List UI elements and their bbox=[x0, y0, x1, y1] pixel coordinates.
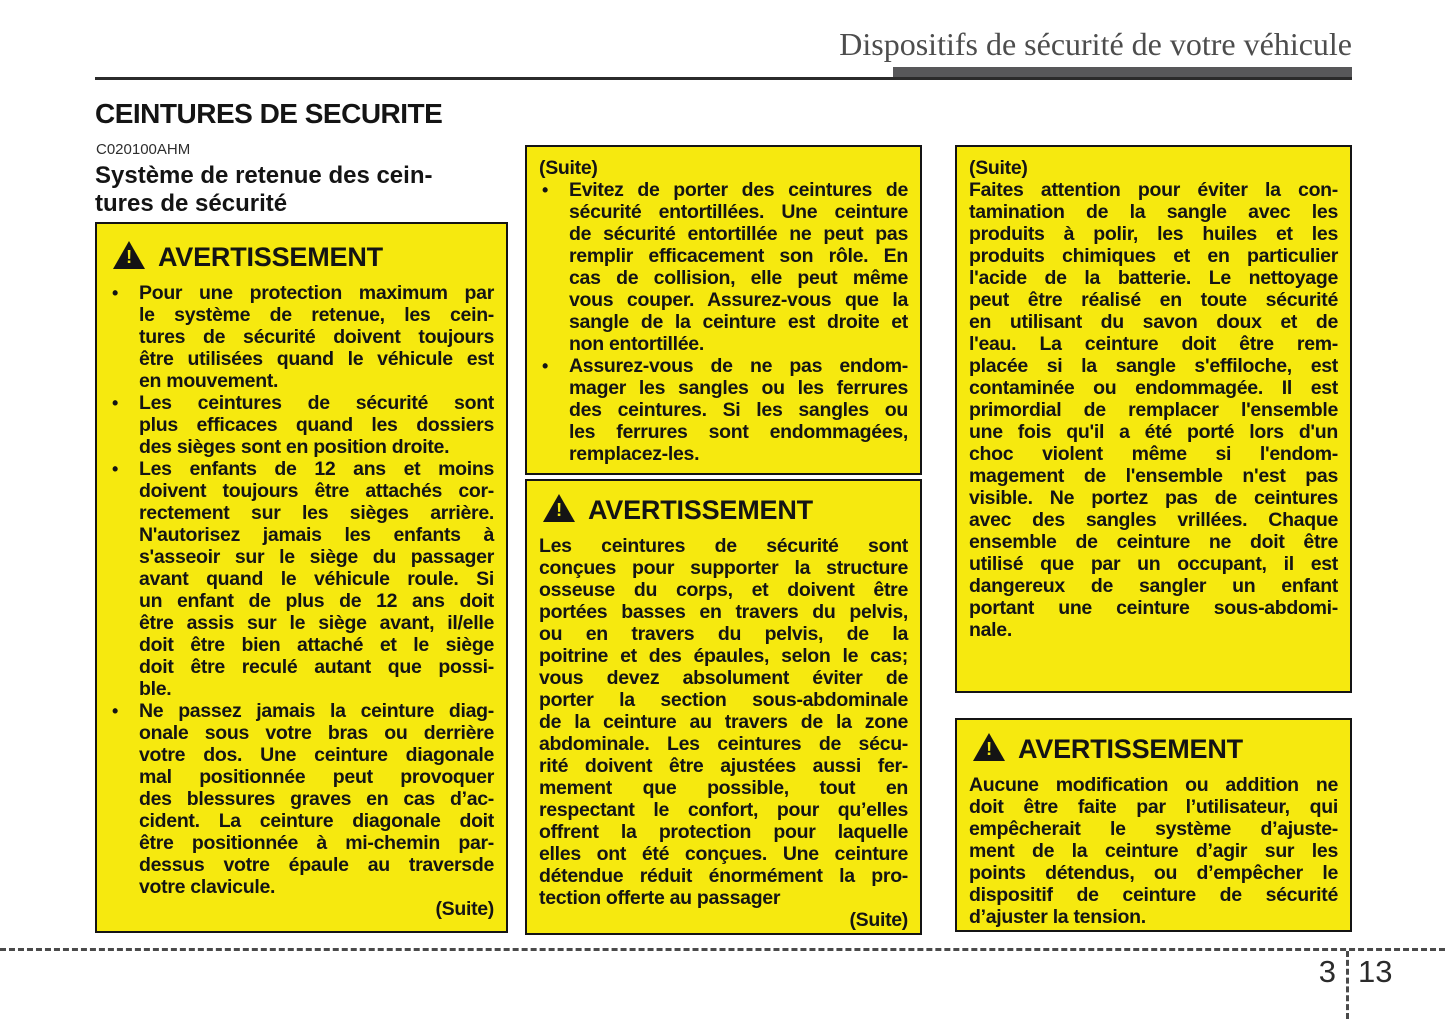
text-line: doit être faite par l’utilisateur, qui bbox=[969, 796, 1338, 818]
warning-triangle-icon bbox=[113, 241, 145, 269]
text-line: une fois qu'il a été porté lors d'un bbox=[969, 421, 1338, 443]
section-subtitle-line: tures de sécurité bbox=[95, 190, 288, 217]
warning-title bbox=[543, 495, 908, 525]
text-line: peut être réalisé en toute sécurité bbox=[969, 289, 1338, 311]
text-line: placée si la sangle s'effiloche, est bbox=[969, 355, 1338, 377]
text-line: dessus votre épaule au traversde bbox=[139, 854, 494, 876]
text-line: vous devez absolument éviter de bbox=[539, 667, 908, 689]
text-line: choc violent même si l'endom- bbox=[969, 443, 1338, 465]
text-block bbox=[969, 774, 1338, 928]
text-line: en utilisant du savon doux et de bbox=[969, 311, 1338, 333]
text-line: votre clavicule. bbox=[139, 876, 276, 898]
text-line: sécurité entortillées. Une ceinture bbox=[569, 201, 908, 223]
bullet-item bbox=[109, 700, 494, 898]
text-line: utilisé que par un occupant, il est bbox=[969, 553, 1338, 575]
text-block bbox=[539, 157, 908, 179]
text-line: doit être bien attaché et le siège bbox=[139, 634, 494, 656]
bullet-icon: • bbox=[112, 701, 119, 721]
warning-triangle-icon bbox=[543, 494, 575, 522]
text-line: (Suite) bbox=[539, 157, 598, 179]
text-line: tures de sécurité doivent toujours bbox=[139, 326, 494, 348]
text-line: cident. La ceinture diagonale doit bbox=[139, 810, 494, 832]
suite-box bbox=[955, 145, 1352, 693]
text-line: elles ont été conçues. Une ceinture bbox=[539, 843, 908, 865]
text-block bbox=[539, 535, 908, 909]
bullet-item bbox=[539, 179, 908, 355]
text-line: portées basses en travers du pelvis, bbox=[539, 601, 908, 623]
warning-title bbox=[973, 734, 1338, 764]
bullet-icon: • bbox=[112, 393, 119, 413]
text-line: des blessures graves en cas d’ac- bbox=[139, 788, 494, 810]
bullet-icon: • bbox=[112, 283, 119, 303]
bullet-item bbox=[109, 392, 494, 458]
text-line: rité doivent être ajustées aussi fer- bbox=[539, 755, 908, 777]
text-line: ensemble de ceinture ne doit être bbox=[969, 531, 1338, 553]
bullet-icon: • bbox=[112, 459, 119, 479]
text-line: sangle de la ceinture est droite et bbox=[569, 311, 908, 333]
text-line: être utilisées quand le véhicule est bbox=[139, 348, 494, 370]
text-line: rectement sur les sièges arrière. bbox=[139, 502, 494, 524]
text-line: Les enfants de 12 ans et moins bbox=[139, 458, 494, 480]
text-line: porter la section sous-abdominale bbox=[539, 689, 908, 711]
page-number: 13 bbox=[1358, 954, 1393, 989]
bullet-icon: • bbox=[542, 180, 549, 200]
text-line: Evitez de porter des ceintures de bbox=[569, 179, 908, 201]
text-line: vous couper. Assurez-vous que la bbox=[569, 289, 908, 311]
text-line: Pour une protection maximum par bbox=[139, 282, 494, 304]
warning-title-text: AVERTISSEMENT bbox=[588, 495, 813, 525]
text-line: s'asseoir sur le siège du passager bbox=[139, 546, 494, 568]
text-line: tection offerte au passager bbox=[539, 887, 781, 909]
footer-dashed-divider bbox=[1346, 951, 1349, 1019]
text-line: (Suite) bbox=[849, 909, 908, 931]
header-rule-thin bbox=[95, 77, 1352, 80]
text-line: l'acide de la batterie. Le nettoyage bbox=[969, 267, 1338, 289]
text-line: portant une ceinture sous-abdomi- bbox=[969, 597, 1338, 619]
text-line: remplir efficacement son rôle. En bbox=[569, 245, 908, 267]
text-line: l'eau. La ceinture doit être rem- bbox=[969, 333, 1338, 355]
text-line: produits à polir, les huiles et les bbox=[969, 223, 1338, 245]
text-line: ou en travers du pelvis, de la bbox=[539, 623, 908, 645]
text-line: doit être reculé autant que possi- bbox=[139, 656, 494, 678]
warning-box bbox=[525, 479, 922, 935]
bullet-item bbox=[109, 458, 494, 700]
text-line: empêcherait le système d’ajuste- bbox=[969, 818, 1338, 840]
text-line: poitrine et des épaules, selon le cas; bbox=[539, 645, 908, 667]
text-line: tamination de la sangle avec les bbox=[969, 201, 1338, 223]
text-line: Les ceintures de sécurité sont bbox=[139, 392, 494, 414]
text-line: les ferrures sont endommagées, bbox=[569, 421, 908, 443]
section-code: C020100AHM bbox=[96, 141, 191, 158]
text-line: osseuse du corps, et doivent être bbox=[539, 579, 908, 601]
text-line: primordial de remplacer l'ensemble bbox=[969, 399, 1338, 421]
text-block bbox=[969, 179, 1338, 641]
text-line: d’ajuster la tension. bbox=[969, 906, 1146, 928]
text-line: respectant le confort, pour qu’elles bbox=[539, 799, 908, 821]
warning-box bbox=[95, 222, 508, 933]
section-title: CEINTURES DE SECURITE bbox=[95, 98, 443, 129]
text-line: N'autorisez jamais les enfants à bbox=[139, 524, 494, 546]
text-line: Faites attention pour éviter la con- bbox=[969, 179, 1338, 201]
text-line: dispositif de ceinture de sécurité bbox=[969, 884, 1338, 906]
text-line: ment de la ceinture d’agir sur les bbox=[969, 840, 1338, 862]
text-line: nale. bbox=[969, 619, 1012, 641]
page-chapter-number: 3 bbox=[1318, 954, 1336, 989]
section-subtitle-line: Système de retenue des cein- bbox=[95, 162, 433, 189]
text-line: mager les sangles ou les ferrures bbox=[569, 377, 908, 399]
text-line: le système de retenue, les cein- bbox=[139, 304, 494, 326]
suite-box bbox=[525, 145, 922, 475]
text-line: Aucune modification ou addition ne bbox=[969, 774, 1338, 796]
text-line: cas de collision, elle peut même bbox=[569, 267, 908, 289]
bullet-item bbox=[109, 282, 494, 392]
text-line: contaminée ou endommagée. Il est bbox=[969, 377, 1338, 399]
text-line: abdominale. Les ceintures de sécu- bbox=[539, 733, 908, 755]
text-line: doivent toujours être attachés cor- bbox=[139, 480, 494, 502]
warning-box bbox=[955, 718, 1352, 932]
text-block bbox=[109, 898, 494, 920]
running-header: Dispositifs de sécurité de votre véhicule bbox=[839, 26, 1352, 62]
text-line: non entortillée. bbox=[569, 333, 704, 355]
text-line: avec des sangles vrillées. Chaque bbox=[969, 509, 1338, 531]
text-line: (Suite) bbox=[969, 157, 1028, 179]
text-line: (Suite) bbox=[435, 898, 494, 920]
text-line: être positionnée à mi-chemin par- bbox=[139, 832, 494, 854]
warning-triangle-icon bbox=[973, 733, 1005, 761]
text-line: mal positionnée peut provoquer bbox=[139, 766, 494, 788]
text-block bbox=[969, 157, 1338, 179]
text-line: Ne passez jamais la ceinture diag- bbox=[139, 700, 494, 722]
text-line: produits chimiques et en particulier bbox=[969, 245, 1338, 267]
text-line: visible. Ne portez pas de ceintures bbox=[969, 487, 1338, 509]
text-line: Les ceintures de sécurité sont bbox=[539, 535, 908, 557]
text-line: plus efficaces quand les dossiers bbox=[139, 414, 494, 436]
bullet-item bbox=[539, 355, 908, 465]
text-line: conçues pour supporter la structure bbox=[539, 557, 908, 579]
bullet-icon: • bbox=[542, 356, 549, 376]
text-line: de sécurité entortillée ne peut pas bbox=[569, 223, 908, 245]
text-line: avant quand le véhicule roule. Si bbox=[139, 568, 494, 590]
text-line: remplacez-les. bbox=[569, 443, 700, 465]
warning-title-text: AVERTISSEMENT bbox=[158, 242, 383, 272]
text-line: votre dos. Une ceinture diagonale bbox=[139, 744, 494, 766]
text-line: des sièges sont en position droite. bbox=[139, 436, 450, 458]
text-line: onale sous votre bras ou derrière bbox=[139, 722, 494, 744]
text-line: de la ceinture au travers de la zone bbox=[539, 711, 908, 733]
warning-title bbox=[113, 242, 494, 272]
footer-dashed-line bbox=[0, 948, 1445, 951]
text-line: un enfant de plus de 12 ans doit bbox=[139, 590, 494, 612]
text-line: ble. bbox=[139, 678, 172, 700]
section-subtitle bbox=[95, 162, 432, 218]
text-line: en mouvement. bbox=[139, 370, 279, 392]
text-line: Assurez-vous de ne pas endom- bbox=[569, 355, 908, 377]
text-line: dangereux de sangler un enfant bbox=[969, 575, 1338, 597]
text-line: détendue réduit énormément la pro- bbox=[539, 865, 908, 887]
text-line: des ceintures. Si les sangles ou bbox=[569, 399, 908, 421]
text-line: être assis sur le siège avant, il/elle bbox=[139, 612, 494, 634]
text-line: magement de l'ensemble n'est pas bbox=[969, 465, 1338, 487]
text-block bbox=[539, 909, 908, 931]
text-line: mement que possible, tout en bbox=[539, 777, 908, 799]
warning-title-text: AVERTISSEMENT bbox=[1018, 734, 1243, 764]
text-line: points détendus, ou d’empêcher le bbox=[969, 862, 1338, 884]
text-line: offrent la protection pour laquelle bbox=[539, 821, 908, 843]
